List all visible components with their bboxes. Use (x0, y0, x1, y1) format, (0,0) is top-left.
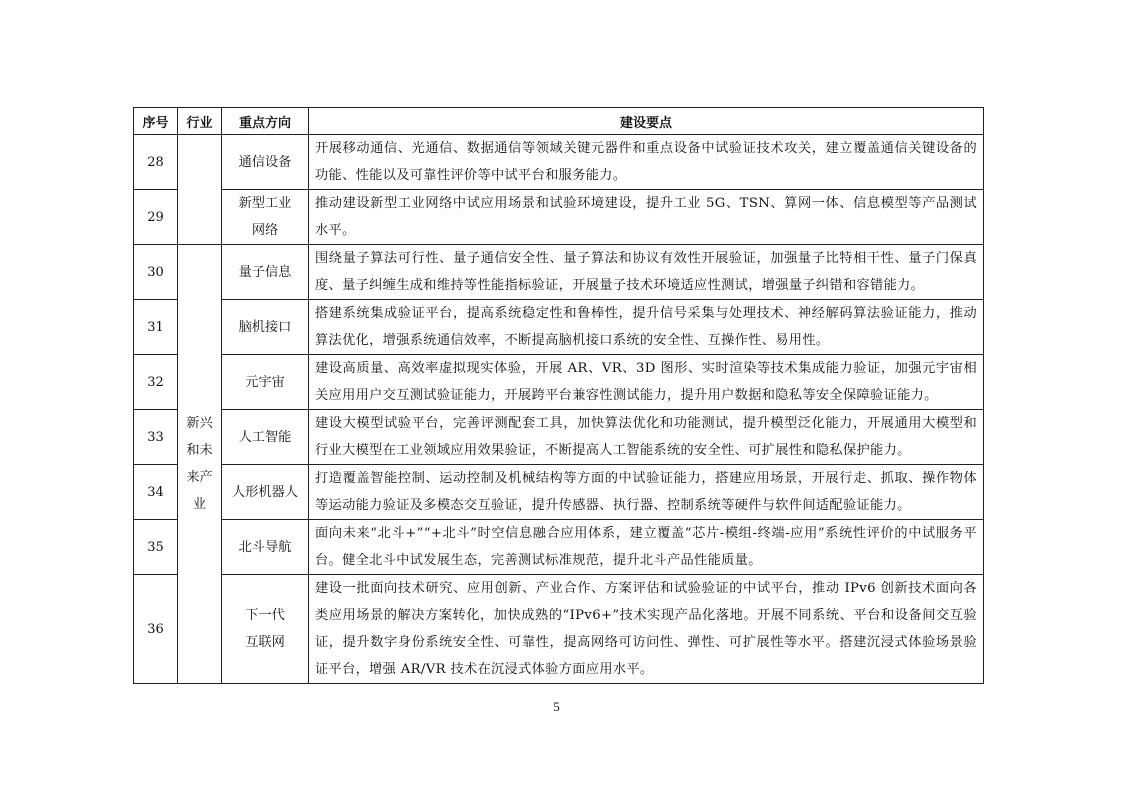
row-direction (222, 355, 309, 410)
row-num: 34 (134, 465, 178, 520)
page-number: 5 (553, 699, 560, 714)
row-num: 32 (134, 355, 178, 410)
row-points: 建设一批面向技术研究、应用创新、产业合作、方案评估和试验验证的中试平台，推动 IPv6 创新技术面向各类应用场景的解决方案转化，加快成熟的“IPv6+”技术实现产品化落地。开展不同系统、平台和设备间交互验证，提升数字身份系统安全性、可靠性，提高网络可访问性、弹性、可扩展性等水平。搭建沉浸式体验场景验证平台，增强 AR/VR 技术在沉浸式体验方面应用水平。 (309, 575, 984, 684)
header-industry: 行业 (178, 108, 222, 135)
table-row (134, 135, 984, 190)
table-row (134, 465, 984, 520)
row-num: 29 (134, 190, 178, 245)
direction-line: 网络 (251, 223, 279, 238)
direction-line: 通信设备 (238, 154, 292, 170)
row-direction (222, 190, 309, 245)
direction-line: 北斗导航 (238, 539, 292, 555)
row-num: 35 (134, 520, 178, 575)
table-row (134, 300, 984, 355)
row-num: 33 (134, 410, 178, 465)
direction-line: 人形机器人 (232, 484, 298, 500)
row-points: 打造覆盖智能控制、运动控制及机械结构等方面的中试验证能力，搭建应用场景，开展行走、抓取、操作物体等运动能力验证及多模态交互验证，提升传感器、执行器、控制系统等硬件与软件间适配验证能力。 (309, 465, 984, 520)
table-header-row (134, 108, 984, 135)
row-points: 建设高质量、高效率虚拟现实体验，开展 AR、VR、3D 图形、实时渲染等技术集成能力验证，加强元宇宙相关应用用户交互测试验证能力，开展跨平台兼容性测试能力，提升用户数据和隐私等安全保障验证能力。 (309, 355, 984, 410)
direction-line: 脑机接口 (238, 319, 292, 335)
industry-line: 和未 (186, 443, 213, 458)
industry-line: 新兴 (186, 416, 213, 431)
row-points: 搭建系统集成验证平台，提高系统稳定性和鲁棒性，提升信号采集与处理技术、神经解码算法验证能力，推动算法优化，增强系统通信效率，不断提高脑机接口系统的安全性、互操作性、易用性。 (309, 300, 984, 355)
row-num: 28 (134, 135, 178, 190)
header-points: 建设要点 (309, 108, 984, 135)
direction-line: 互联网 (245, 635, 285, 650)
row-direction (222, 410, 309, 465)
row-direction (222, 575, 309, 684)
row-points: 建设大模型试验平台，完善评测配套工具，加快算法优化和功能测试，提升模型泛化能力，开展通用大模型和行业大模型在工业领域应用效果验证，不断提高人工智能系统的安全性、可扩展性和隐私保护能力。 (309, 410, 984, 465)
table-row (134, 245, 984, 300)
industry-group-cell (178, 245, 222, 684)
table-row (134, 355, 984, 410)
row-num: 30 (134, 245, 178, 300)
direction-line: 元宇宙 (245, 374, 285, 390)
industry-cell-empty (178, 135, 222, 245)
row-num: 31 (134, 300, 178, 355)
industry-line: 业 (192, 497, 207, 512)
header-direction: 重点方向 (222, 108, 309, 135)
industry-line: 来产 (186, 470, 213, 485)
header-num: 序号 (134, 108, 178, 135)
row-points: 开展移动通信、光通信、数据通信等领域关键元器件和重点设备中试验证技术攻关，建立覆盖通信关键设备的功能、性能以及可靠性评价等中试平台和服务能力。 (309, 135, 984, 190)
row-points: 面向未来“北斗+”“+北斗”时空信息融合应用体系，建立覆盖“芯片-模组-终端-应用”系统性评价的中试服务平台。健全北斗中试发展生态，完善测试标准规范，提升北斗产品性能质量。 (309, 520, 984, 575)
row-num: 36 (134, 575, 178, 684)
table-row (134, 520, 984, 575)
row-points: 推动建设新型工业网络中试应用场景和试验环境建设，提升工业 5G、TSN、算网一体、信息模型等产品测试水平。 (309, 190, 984, 245)
direction-line: 新型工业 (238, 196, 292, 211)
direction-line: 人工智能 (238, 429, 292, 445)
direction-line: 下一代 (245, 608, 285, 623)
row-direction (222, 245, 309, 300)
table-row (134, 190, 984, 245)
construction-points-table (133, 107, 984, 684)
row-direction (222, 135, 309, 190)
row-points: 围绕量子算法可行性、量子通信安全性、量子算法和协议有效性开展验证，加强量子比特相干性、量子门保真度、量子纠缠生成和维持等性能指标验证，开展量子技术环境适应性测试，增强量子纠错和容错能力。 (309, 245, 984, 300)
table-row (134, 575, 984, 684)
table-row (134, 410, 984, 465)
row-direction (222, 465, 309, 520)
row-direction (222, 300, 309, 355)
direction-line: 量子信息 (238, 264, 292, 280)
row-direction (222, 520, 309, 575)
